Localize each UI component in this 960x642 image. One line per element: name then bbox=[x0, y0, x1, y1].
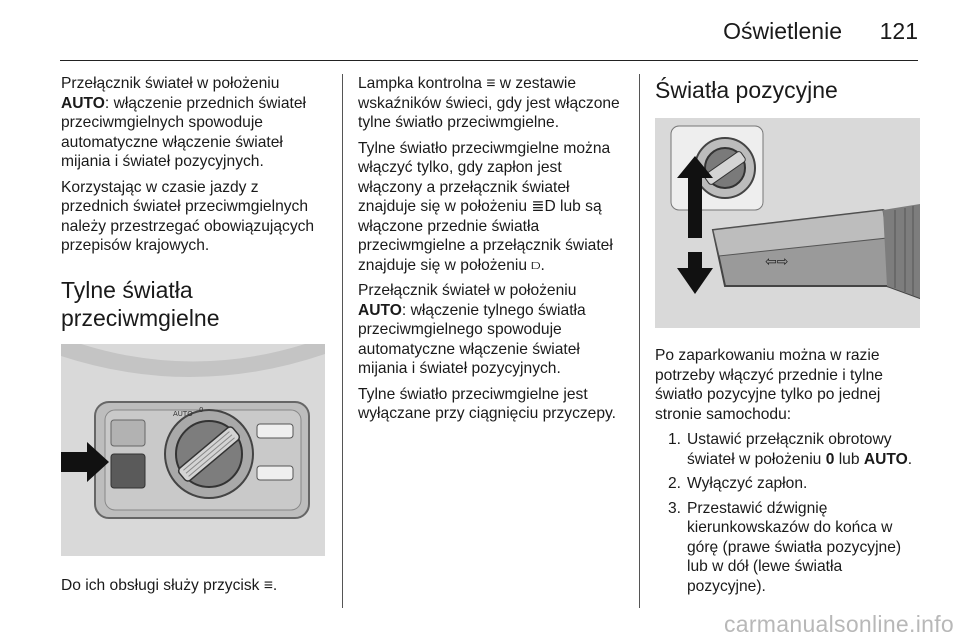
text: : włączenie tylnego światła przeciwmgielnego spowoduje automatyczne włączenie świateł mijania i świateł pozycyjnych. bbox=[358, 301, 586, 377]
image-caption: Do ich obsługi służy przycisk ≡. bbox=[61, 576, 278, 594]
light-switch-panel-image bbox=[61, 344, 325, 556]
text: Przełącznik świateł w położeniu bbox=[358, 282, 577, 299]
step-text: Przestawić dźwignię kierunkowskazów do końca w górę (prawe światła pozycyjne) lub w dół (lewe światła pozycyjne). bbox=[687, 499, 902, 595]
keyword: AUTO bbox=[358, 301, 402, 319]
column-2 bbox=[358, 74, 628, 430]
column-3 bbox=[655, 74, 923, 601]
text: Tylne światło przeciwmgielne można włączyć tylko, gdy zapłon jest włączony a przełącznik świateł znajduje się w położeniu bbox=[358, 139, 611, 215]
column-divider bbox=[342, 74, 343, 608]
paragraph bbox=[358, 139, 628, 276]
section-title: Oświetlenie bbox=[723, 18, 842, 44]
svg-text:⇦⇨: ⇦⇨ bbox=[765, 254, 789, 270]
zero-label: 0 bbox=[199, 405, 204, 414]
list-item bbox=[655, 430, 923, 469]
watermark: carmanualsonline.info bbox=[723, 611, 954, 637]
step-number: 1. bbox=[667, 431, 681, 448]
text: Lampka kontrolna bbox=[358, 75, 487, 92]
list-item bbox=[655, 474, 923, 494]
keyword: AUTO bbox=[863, 450, 908, 468]
paragraph: Korzystając w czasie jazdy z przednich świateł przeciwmgielnych należy przestrzegać obowiązujących przepisów krajowych. bbox=[61, 178, 315, 254]
paragraph: Tylne światło przeciwmgielne jest wyłączane przy ciągnięciu przyczepy. bbox=[358, 385, 616, 422]
text: . bbox=[907, 450, 913, 468]
text: : włączenie przednich świateł przeciwmgielnych spowoduje automatyczne włączenie świateł mijania i świateł pozycyjnych. bbox=[61, 94, 306, 170]
text: lub bbox=[834, 450, 864, 468]
text: w zestawie wskaźników świeci, gdy jest włączone tylne światło przeciwmgielne. bbox=[358, 75, 620, 131]
column-1 bbox=[61, 74, 329, 601]
keyword: AUTO bbox=[61, 94, 105, 112]
paragraph bbox=[61, 74, 329, 172]
paragraph bbox=[358, 74, 628, 133]
steps-list bbox=[655, 430, 923, 596]
turn-signal-lever-illustration bbox=[655, 118, 920, 328]
caption-text: Do ich obsługi służy przycisk bbox=[61, 576, 264, 594]
step-number: 3. bbox=[667, 499, 681, 517]
step-text: Wyłączyć zapłon. bbox=[687, 475, 808, 492]
rear-fog-light-icon: ≡ bbox=[486, 75, 496, 92]
page-header bbox=[60, 14, 918, 61]
page-number: 121 bbox=[879, 18, 918, 44]
paragraph bbox=[358, 281, 628, 379]
light-switch-panel-illustration bbox=[61, 344, 325, 556]
text: lub są włączone przednie światła przeciwmgielne a przełącznik świateł znajduje się w położeniu bbox=[358, 198, 613, 274]
text: Przełącznik świateł w położeniu bbox=[61, 75, 280, 92]
column-divider bbox=[639, 74, 640, 608]
keyword: 0 bbox=[825, 450, 835, 468]
step-text bbox=[687, 430, 923, 469]
section-heading: Światła pozycyjne bbox=[655, 77, 838, 103]
low-beam-icon: ≣D bbox=[531, 198, 556, 215]
section-heading: Tylne światła przeciwmgielne bbox=[61, 276, 220, 331]
step-number: 2. bbox=[667, 475, 681, 492]
auto-label: AUTO bbox=[173, 409, 193, 418]
list-item bbox=[655, 499, 923, 597]
rear-fog-light-icon: ≡ bbox=[263, 576, 273, 594]
side-light-icon: ⫐ bbox=[531, 256, 541, 274]
paragraph: Po zaparkowaniu można w razie potrzeby włączyć przednie i tylne światło pozycyjne tylko po jednej stronie samochodu: bbox=[655, 347, 883, 423]
text: . bbox=[540, 256, 545, 274]
turn-signal-lever-image bbox=[655, 118, 920, 328]
text: Ustawić przełącznik obrotowy świateł w położeniu bbox=[687, 431, 892, 468]
